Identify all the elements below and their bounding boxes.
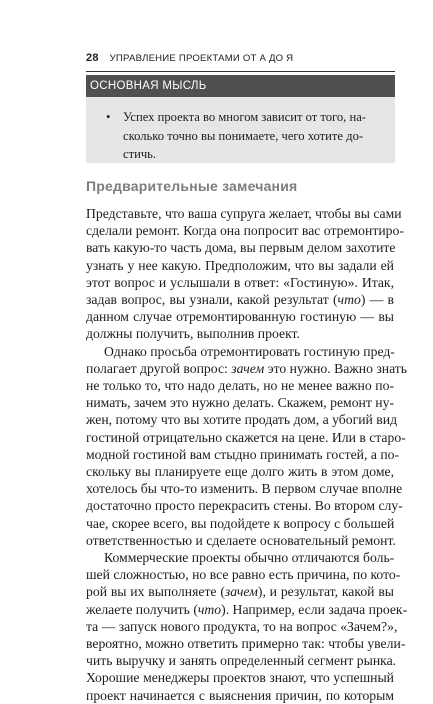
- key-idea-line: стичь.: [123, 147, 157, 161]
- body-line: этот вопрос и услышали в ответ: «Гостиную». Итак,: [86, 274, 394, 290]
- body-line: узнать у нее какую. Предположим, что вы задали ей: [86, 257, 394, 273]
- page-number: 28: [86, 52, 99, 64]
- body-line: та — запуск нового продукта, то на вопрос «Зачем?»,: [86, 618, 398, 634]
- body-line: Коммерческие проекты обычно отличаются боль-: [104, 550, 395, 566]
- key-idea-body: [86, 97, 395, 164]
- body-line: задав вопрос, вы узнали, какой результат (что) — в: [86, 292, 394, 308]
- body-line: полагает другой вопрос: зачем это нужно. Важно знать: [86, 360, 408, 376]
- body-line: скольку вы планируете еще долго жить в этом доме,: [86, 464, 394, 480]
- body-line: сделали ремонт. Когда она попросит вас отремонтиро-: [86, 223, 404, 239]
- body-line: шей сложностью, но все равно есть причина, по кото-: [86, 567, 401, 583]
- body-line: Хорошие менеджеры проектов знают, что успешный: [86, 670, 394, 686]
- body-line: Однако просьба отремонтировать гостиную пред-: [104, 343, 395, 359]
- body-line: должны получить, выполнив проект.: [86, 326, 300, 342]
- key-idea-box: [86, 75, 395, 163]
- body-line: хотелось бы что-то изменить. В первом случае вполне: [86, 481, 403, 497]
- header-rule: [86, 71, 395, 72]
- body-line: вать какую-то часть дома, вы первым делом захотите: [86, 240, 396, 256]
- body-line: вероятно, можно ответить примерно так: чтобы увели-: [86, 636, 406, 652]
- body-line: модной гостиной вам стыдно принимать гостей, а по-: [86, 446, 400, 462]
- bullet-mark: •: [106, 110, 111, 124]
- body-line: жен, потому что вы хотите продать дом, а убогий вид: [86, 412, 398, 428]
- body-line: Представьте, что ваша супруга желает, чтобы вы сами: [86, 206, 402, 221]
- key-idea-title: ОСНОВНАЯ МЫСЛЬ: [86, 75, 395, 97]
- body-line: достаточно просто перекрасить стены. Во втором слу-: [86, 498, 403, 514]
- body-line: данном случае отремонтированную гостиную — вы: [86, 309, 394, 325]
- body-line: чае, скорее всего, вы подойдете к вопросу с большей: [86, 515, 395, 531]
- body-line: нимать, зачем это нужно делать. Скажем, ремонт ну-: [86, 395, 395, 411]
- body-line: ответственностью и сделаете основательный ремонт.: [86, 532, 396, 548]
- running-header: [86, 52, 393, 64]
- key-idea-line: Успех проекта во многом зависит от того, на-: [123, 110, 366, 124]
- body-text: [86, 205, 408, 704]
- body-line: рой вы их выполняете (зачем), и результат, какой вы: [86, 584, 394, 600]
- section-heading: Предварительные замечания: [86, 178, 298, 194]
- running-title: УПРАВЛЕНИЕ ПРОЕКТАМИ ОТ А ДО Я: [109, 53, 294, 64]
- body-line: чить выручку и занять определенный сегмент рынка.: [86, 653, 397, 669]
- body-line: гостиной отрицательно скажется на цене. Или в старо-: [86, 429, 406, 445]
- body-line: не только то, что надо делать, но не менее важно по-: [86, 378, 394, 394]
- key-idea-line: сколько точно вы понимаете, чего хотите до-: [123, 128, 364, 143]
- body-line: проект начинается с выяснения причин, по которым: [86, 687, 394, 703]
- body-line: желаете получить (что). Например, если задача проек-: [86, 601, 408, 617]
